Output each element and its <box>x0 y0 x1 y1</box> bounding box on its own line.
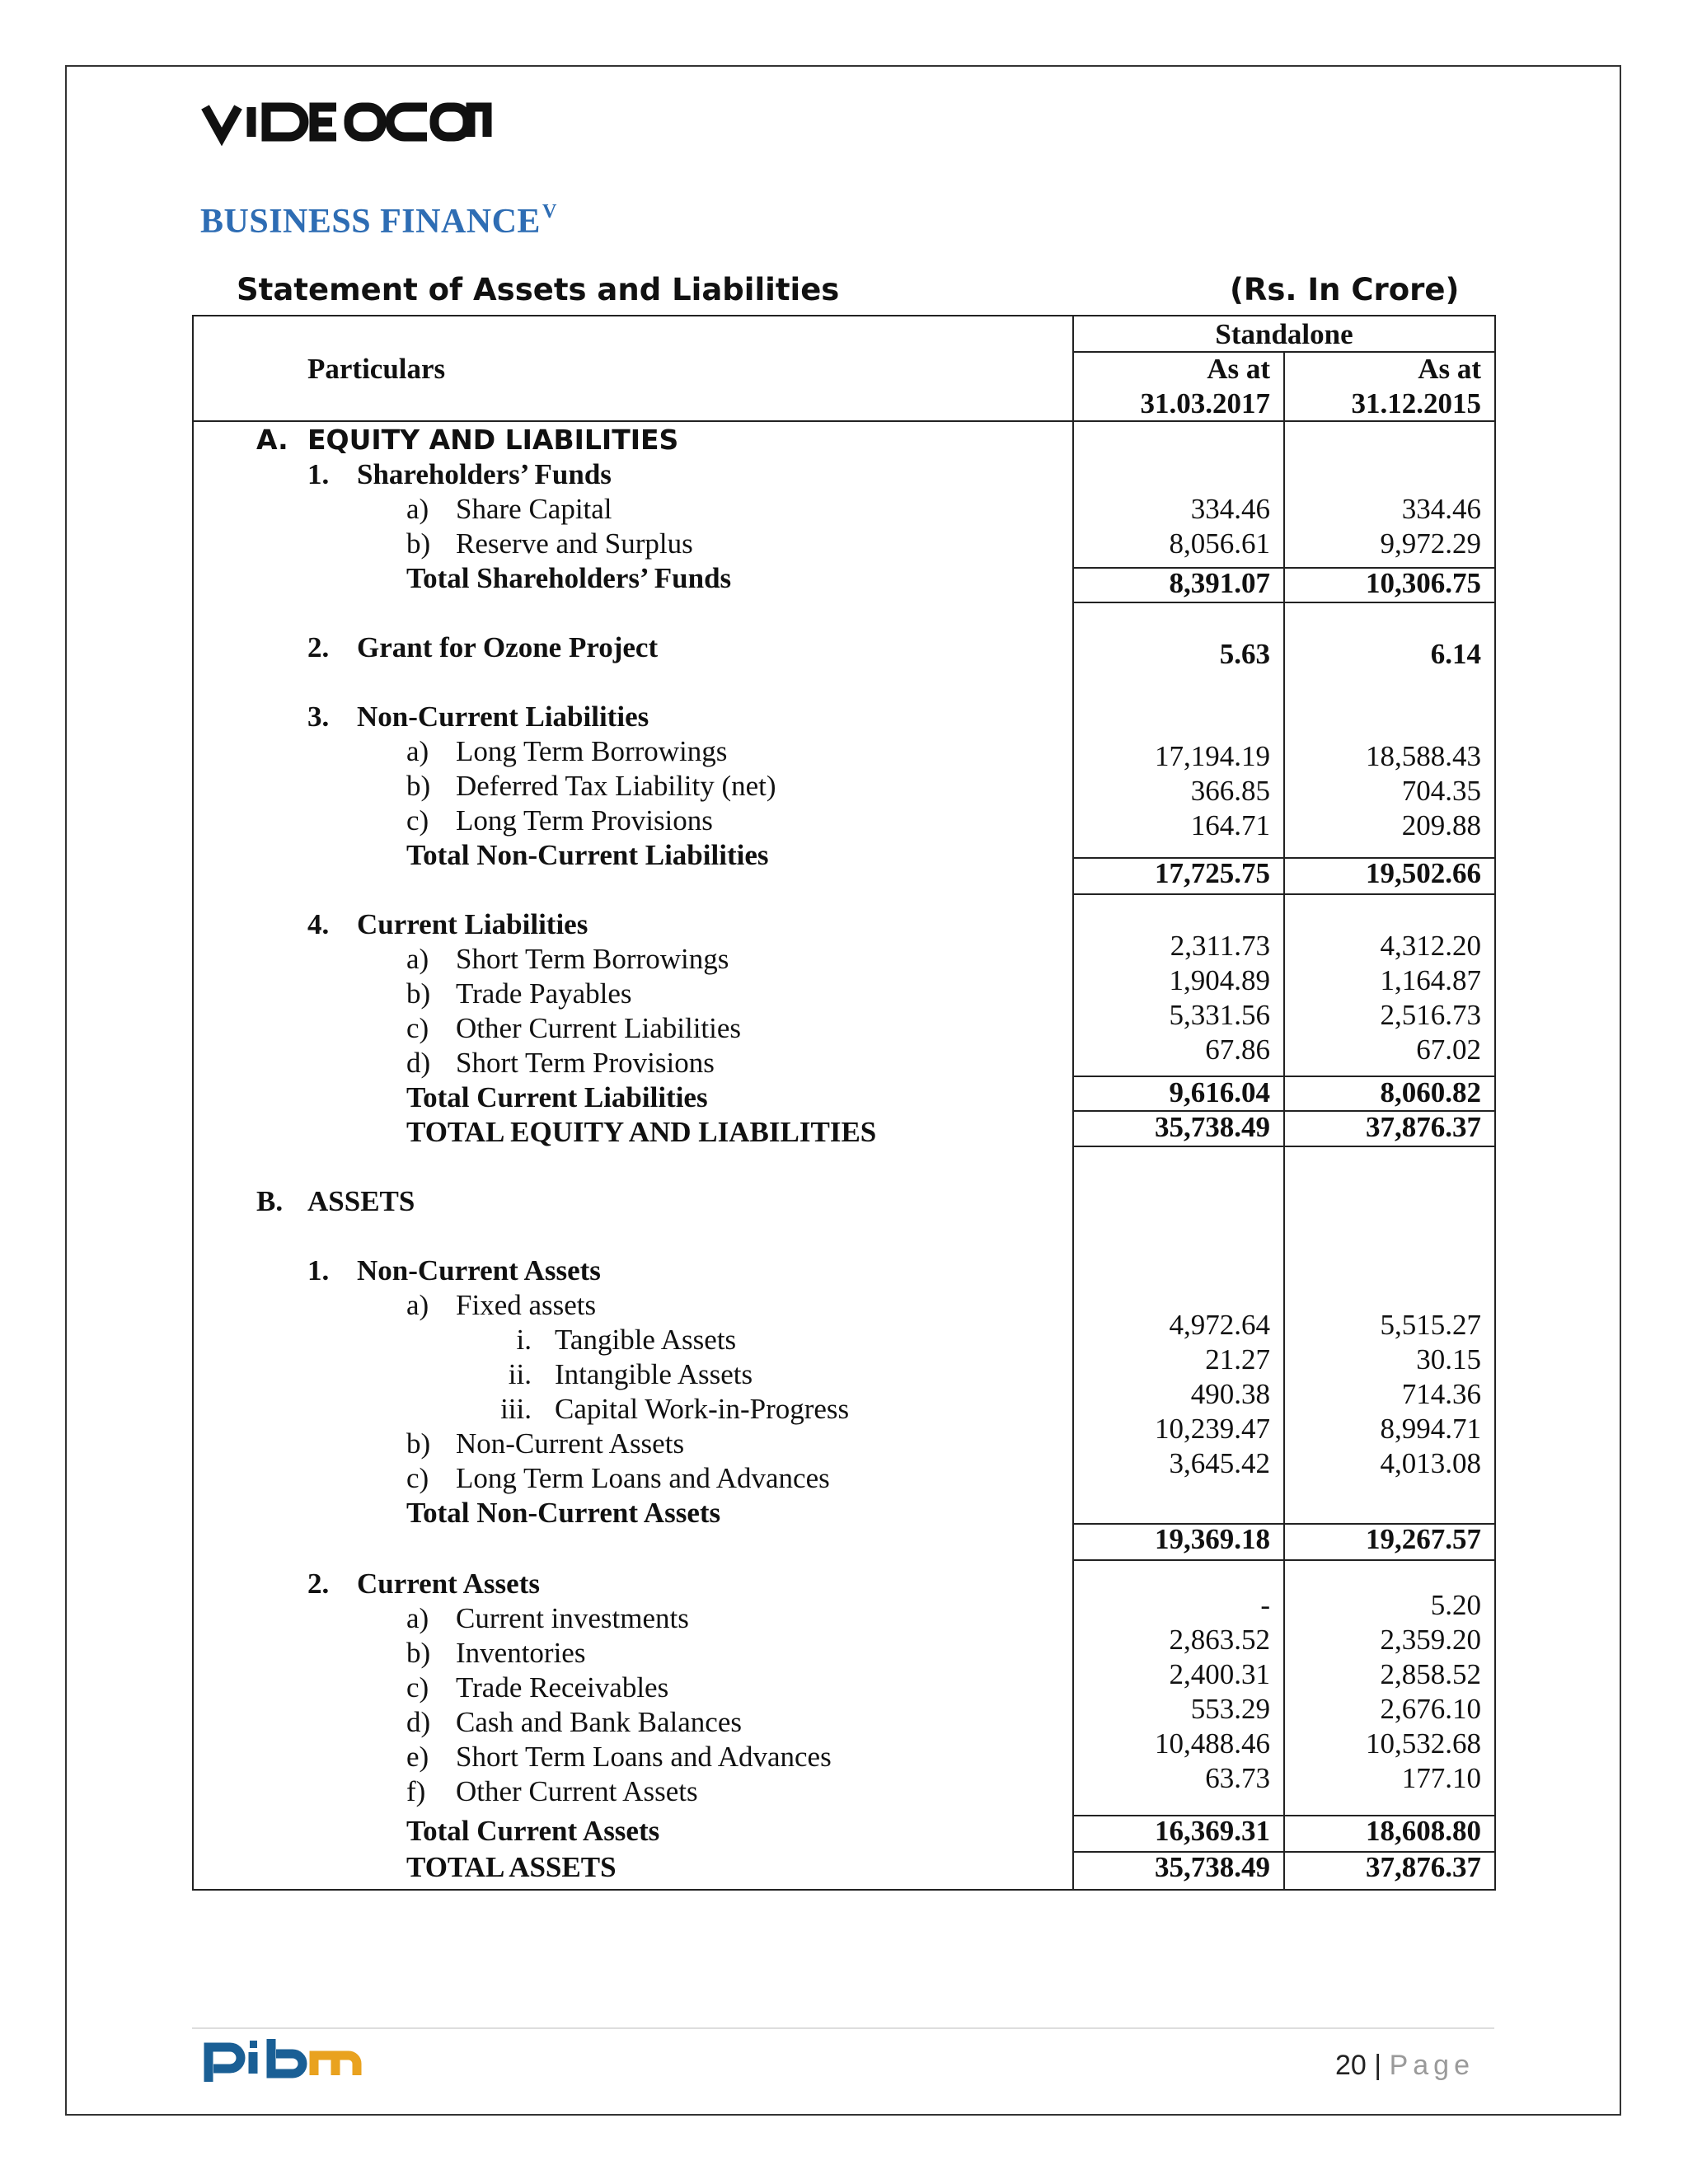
s1-num: 1. <box>307 458 330 490</box>
section-title: BUSINESS $FINANCE^V$ <box>200 201 557 241</box>
current-liabilities-title: Current Liabilities <box>357 908 588 940</box>
col-header-2-line1: As at <box>1418 353 1481 385</box>
non-current-liabilities-title: Non-Current Liabilities <box>357 701 649 733</box>
col-header-1-line1: As at <box>1207 353 1270 385</box>
s3-num: 3. <box>307 701 330 733</box>
col-header-standalone: Standalone <box>1215 318 1353 350</box>
section-letter-a: A. <box>256 424 288 456</box>
a-s1-num: 1. <box>307 1254 330 1286</box>
col-header-2-line2: 31.12.2015 <box>1351 387 1481 419</box>
assets-liabilities-table: Particulars Standalone As at 31.03.2017 As at 31.12.2015 A. EQUITY AND LIABILITIES 1. Shareholders’ Funds a) Share Capital 334.46 334.46 b) Reserve and Surplus 8,056.61 9,972.29 Total Shareholders’ Funds 8,391.07 10,306.75 2. Grant for Ozone Project 5.63 6.14 3. Non-Current Liabilities a) Long Term Borrowings 17,194.19 18,588.43 b) Deferred Tax Liability (net) 366.85 704.35 c) Long Term Provisions 164.71 209.88 Total Non-Current Liabilities 17,725.75 19,502.66 4. Current Liabilities a) Short Term Borrowings 2,311.73 4,312.20 b) Trade Payables 1,904.89 1,164.87 c) Other Current Liabilities 5,331.56 2,516.73 d) Short Term Provisions 67.86 67.02 Total Current Liabilities 9,616.04 8,060.82 TOTAL EQUITY AND LIABILITIES 35,738.49 37,876.37 B. ASSETS 1. Non-Current Assets a) Fixed assets i. Tangible Assets 4,972.64 5,515.27 ii. Intangible Assets 21.27 30.15 iii. Capital Work-in-Progress 490.38 714.36 b) Non-Current Assets 10,239.47 8,994.71 c) Long Term Loans and Advances 3,645.42 4,013.08 Total Non-Current Assets 19,369.18 19,267.57 2. Current Assets a) Current investments - 5.20 b) Inventories 2,863.52 2,359.20 c) Trade Receivables 2,400.31 2,858.52 d) Cash and Bank Balances 553.29 2,676.10 e) Short Term Loans and Advances 10,488.46 10,532.68 f) Other Current Assets 63.73 177.10 Total Current Assets 16,369.31 18,608.80 TOTAL ASSETS 35,738.49 37,876.37 <box>192 315 1496 1891</box>
fixed-assets-label: Fixed assets <box>456 1289 597 1321</box>
s4-num: 4. <box>307 908 330 940</box>
a-s2-num: 2. <box>307 1568 330 1600</box>
shareholders-funds-title: Shareholders’ Funds <box>357 458 612 490</box>
assets-heading: ASSETS <box>307 1185 415 1217</box>
fixed-assets-marker: a) <box>406 1289 429 1321</box>
section-letter-b: B. <box>256 1185 284 1217</box>
col-header-1-line2: 31.03.2017 <box>1140 387 1270 419</box>
videocon-logo <box>200 97 493 147</box>
page-number: 20 | Page <box>1335 2050 1475 2081</box>
unit-label: (Rs. In Crore) <box>1230 272 1460 307</box>
pibm-logo <box>202 2036 392 2083</box>
equity-heading: EQUITY AND LIABILITIES <box>307 424 679 456</box>
footer-divider <box>192 2027 1494 2029</box>
statement-title: Statement of Assets and Liabilities <box>237 272 840 307</box>
col-header-particulars: Particulars <box>307 353 446 385</box>
non-current-assets-title: Non-Current Assets <box>357 1254 601 1286</box>
current-assets-title: Current Assets <box>357 1568 540 1600</box>
